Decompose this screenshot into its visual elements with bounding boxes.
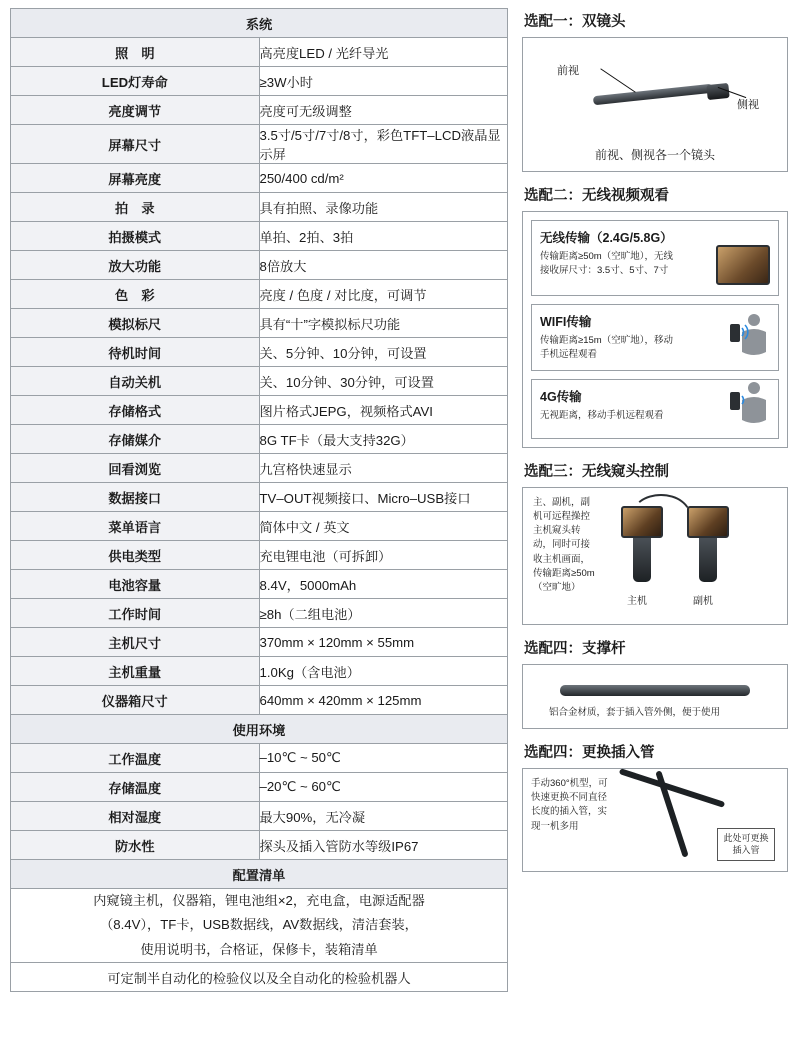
packing-list-line: （8.4V），TF卡，USB数据线，AV数据线，清洁套装， [100, 917, 418, 933]
table-row [11, 96, 508, 125]
row-key: 供电类型 [11, 541, 260, 570]
sub-option-text: 传输距离≥15m（空旷地），移动手机远程观看 [540, 335, 673, 361]
row-value: 370mm × 120mm × 55mm [259, 628, 508, 657]
option-box-support-rod [522, 664, 788, 729]
sub-device-graphic [687, 506, 729, 584]
row-key: 回看浏览 [11, 454, 260, 483]
row-key: 照 明 [11, 38, 260, 67]
table-row [11, 802, 508, 831]
row-key: 工作温度 [11, 744, 260, 773]
packing-list-line: 内窥镜主机，仪器箱，锂电池组×2，充电盒，电源适配器 [93, 893, 425, 908]
table-row [11, 831, 508, 860]
row-value: 充电锂电池（可拆卸） [259, 541, 508, 570]
sub-option-heading: 无线传输（2.4G/5.8G） [540, 231, 673, 245]
row-value: 关、10分钟、30分钟，可设置 [259, 367, 508, 396]
support-rod-graphic [560, 685, 750, 696]
specification-column [10, 8, 508, 1030]
option-title-wireless-video: 选配二：无线视频观看 [524, 188, 669, 204]
section-header-row [11, 715, 508, 744]
row-value: 亮度 / 色度 / 对比度，可调节 [259, 280, 508, 309]
main-device-grip [633, 538, 651, 582]
row-value: 8G TF卡（最大支持32G） [259, 425, 508, 454]
table-row [11, 193, 508, 222]
row-value: 九宫格快速显示 [259, 454, 508, 483]
row-key: 主机尺寸 [11, 628, 260, 657]
dual-lens-caption: 前视、侧视各一个镜头 [594, 148, 715, 162]
option-title-support-rod: 选配四：支撑杆 [524, 640, 626, 657]
packing-list-line: 使用说明书，合格证，保修卡，装箱清单 [140, 941, 378, 957]
option-box-dual-lens [522, 37, 788, 172]
row-key: 存储格式 [11, 396, 260, 425]
row-key: 数据接口 [11, 483, 260, 512]
row-value: TV–OUT视频接口、Micro–USB接口 [259, 483, 508, 512]
option-box-wireless-video [522, 211, 788, 448]
replace-tube-text: 手动360°机型，可快速更换不同直径长度的插入管，实现一机多用 [531, 777, 608, 832]
sub-option-wireless-transmission [531, 220, 779, 296]
row-key: 主机重量 [11, 657, 260, 686]
dual-lens-illustration [531, 46, 779, 142]
sub-device-grip [699, 538, 717, 582]
section-header-row [11, 9, 508, 38]
row-key: 屏幕亮度 [11, 164, 260, 193]
row-value: 8.4V，5000mAh [259, 570, 508, 599]
footer-note-row [11, 963, 508, 992]
table-row [11, 38, 508, 67]
row-key: 拍摄模式 [11, 222, 260, 251]
row-key: 屏幕尺寸 [11, 125, 260, 164]
sub-device-screen [687, 506, 729, 538]
table-row [11, 338, 508, 367]
row-value: 单拍、2拍、3拍 [259, 222, 508, 251]
table-row [11, 125, 508, 164]
table-row [11, 164, 508, 193]
row-key: 模拟标尺 [11, 309, 260, 338]
row-value: 关、5分钟、10分钟，可设置 [259, 338, 508, 367]
footer-note: 可定制半自动化的检验仪以及全自动化的检验机器人 [11, 963, 508, 992]
row-value: 图片格式JEPG，视频格式AVI [259, 396, 508, 425]
option-title-replace-tube: 选配四：更换插入管 [524, 744, 655, 761]
row-value: 3.5寸/5寸/7寸/8寸，彩色TFT–LCD液晶显示屏 [259, 125, 508, 164]
row-value: ≥3W小时 [259, 67, 508, 96]
row-value: 亮度可无级调整 [259, 96, 508, 125]
table-row [11, 541, 508, 570]
connection-cable-graphic [631, 494, 691, 516]
scope-body-shape [593, 84, 713, 105]
row-value: 探头及插入管防水等级IP67 [259, 831, 508, 860]
table-row [11, 773, 508, 802]
row-key: 自动关机 [11, 367, 260, 396]
sub-option-wifi [531, 304, 779, 371]
row-key: 防水性 [11, 831, 260, 860]
row-key: 放大功能 [11, 251, 260, 280]
tube-segment-upper [619, 768, 725, 808]
row-key: 色 彩 [11, 280, 260, 309]
row-value: 640mm × 420mm × 125mm [259, 686, 508, 715]
packing-list-row [11, 889, 508, 963]
option-title-wireless-control: 选配三：无线窥头控制 [524, 463, 669, 480]
row-key: 待机时间 [11, 338, 260, 367]
row-value: 250/400 cd/m² [259, 164, 508, 193]
table-row [11, 512, 508, 541]
label-main-unit: 主机 [627, 595, 647, 607]
row-value: 1.0Kg（含电池） [259, 657, 508, 686]
wireless-control-illustration [531, 496, 779, 616]
row-key: LED灯寿命 [11, 67, 260, 96]
table-row [11, 425, 508, 454]
main-device-graphic [621, 506, 663, 584]
section-title-packing-list: 配置清单 [11, 860, 508, 889]
row-key: 电池容量 [11, 570, 260, 599]
options-column [522, 8, 788, 1030]
row-key: 仪器箱尺寸 [11, 686, 260, 715]
sub-option-text: 传输距离≥50m（空旷地），无线接收屏尺寸：3.5寸、5寸、7寸 [540, 251, 673, 277]
table-row [11, 280, 508, 309]
table-row [11, 628, 508, 657]
replace-tube-callout: 此处可更换插入管 [717, 828, 775, 861]
replace-tube-illustration [531, 777, 779, 863]
sub-option-heading: WIFI传输 [540, 315, 592, 329]
label-side-view: 侧视 [737, 99, 759, 111]
row-key: 亮度调节 [11, 96, 260, 125]
table-row [11, 396, 508, 425]
table-row [11, 686, 508, 715]
row-key: 存储媒介 [11, 425, 260, 454]
option-box-wireless-control [522, 487, 788, 625]
wireless-monitor-icon [716, 245, 770, 285]
table-row [11, 570, 508, 599]
row-value: ≥8h（二组电池） [259, 599, 508, 628]
row-key: 拍 录 [11, 193, 260, 222]
wifi-person-icon [728, 308, 772, 364]
row-value: 最大90%，无冷凝 [259, 802, 508, 831]
row-key: 相对湿度 [11, 802, 260, 831]
table-row [11, 599, 508, 628]
tube-segment-lower [655, 770, 689, 857]
table-row [11, 222, 508, 251]
row-value: 简体中文 / 英文 [259, 512, 508, 541]
label-sub-unit: 副机 [693, 595, 713, 607]
row-value: 具有拍照、录像功能 [259, 193, 508, 222]
row-value: 高亮度LED / 光纤导光 [259, 38, 508, 67]
row-key: 菜单语言 [11, 512, 260, 541]
label-front-view: 前视 [557, 65, 579, 77]
sub-option-text: 无视距离，移动手机远程观看 [540, 409, 664, 421]
table-row [11, 309, 508, 338]
mobile-person-icon [728, 376, 772, 432]
sub-option-heading: 4G传输 [540, 389, 582, 404]
row-key: 存储温度 [11, 773, 260, 802]
option-title-dual-lens: 选配一：双镜头 [524, 14, 626, 30]
section-title-system: 系统 [11, 9, 508, 38]
support-rod-caption: 铝合金材质，套于插入管外侧，便于使用 [549, 706, 721, 718]
table-row [11, 251, 508, 280]
section-title-environment: 使用环境 [11, 715, 508, 744]
table-row [11, 483, 508, 512]
row-key: 工作时间 [11, 599, 260, 628]
scope-head-shape [706, 83, 729, 100]
row-value: 具有“十”字模拟标尺功能 [259, 309, 508, 338]
leader-line-front [600, 68, 635, 92]
table-row [11, 67, 508, 96]
table-row [11, 454, 508, 483]
wireless-control-text: 主、副机，副机可远程操控主机窥头转动，同时可接收主机画面，传输距离≥50m（空旷地） [533, 496, 595, 593]
packing-list-body [11, 889, 508, 963]
specification-table [10, 8, 508, 992]
row-value: –10℃ ~ 50℃ [259, 744, 508, 773]
row-value: –20℃ ~ 60℃ [259, 773, 508, 802]
section-header-row [11, 860, 508, 889]
sub-option-4g [531, 379, 779, 439]
row-value: 8倍放大 [259, 251, 508, 280]
table-row [11, 367, 508, 396]
table-row [11, 744, 508, 773]
table-row [11, 657, 508, 686]
option-box-replace-tube [522, 768, 788, 872]
